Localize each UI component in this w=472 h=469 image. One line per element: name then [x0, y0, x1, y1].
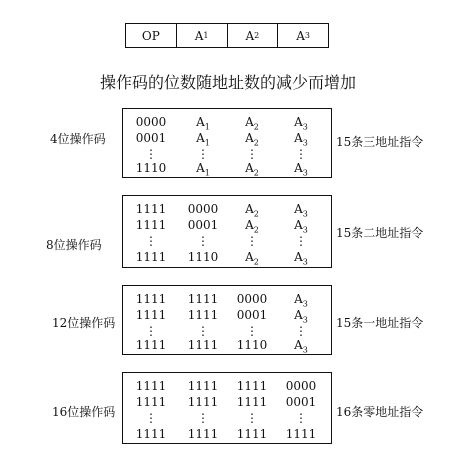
opcode-cell — [183, 250, 223, 264]
opcode-cell — [131, 147, 171, 161]
opcode-cell — [131, 308, 171, 322]
opcode-cell-text: A — [245, 115, 254, 129]
opcode-cell-sub: 3 — [302, 225, 308, 235]
opcode-cell — [131, 202, 171, 216]
opcode-cell-text: A — [245, 202, 254, 216]
opcode-cell — [232, 411, 272, 425]
opcode-cell — [232, 427, 272, 441]
group-1-box — [122, 108, 332, 178]
opcode-cell-text: 1111 — [285, 427, 317, 441]
opcode-cell — [131, 324, 171, 338]
opcode-cell-text: 1111 — [135, 338, 167, 352]
group-4-box — [122, 372, 332, 444]
opcode-cell — [232, 147, 272, 161]
opcode-cell-text: A — [196, 131, 205, 145]
opcode-cell — [131, 395, 171, 409]
group-3-right-label: 15条一地址指令 — [336, 316, 424, 330]
format-field-a3-sub: 3 — [304, 31, 310, 40]
diagram-caption: 操作码的位数随地址数的减少而增加 — [100, 73, 357, 92]
opcode-cell — [232, 292, 272, 306]
group-2-right-label: 15条二地址指令 — [336, 226, 424, 240]
opcode-cell-text: 1111 — [135, 379, 167, 393]
opcode-cell — [131, 161, 171, 175]
opcode-cell — [281, 147, 321, 161]
format-field-a2 — [228, 24, 279, 47]
opcode-cell-text: ⋮ — [295, 411, 307, 425]
opcode-cell-text: A — [294, 131, 303, 145]
opcode-row — [123, 411, 331, 425]
opcode-cell — [183, 308, 223, 322]
opcode-cell — [281, 427, 321, 441]
opcode-row — [123, 427, 331, 441]
opcode-cell — [232, 324, 272, 338]
opcode-row — [123, 218, 331, 235]
opcode-cell-sub: 3 — [302, 122, 308, 132]
opcode-cell-text: 0000 — [187, 202, 219, 216]
opcode-cell-text: A — [294, 292, 303, 306]
opcode-cell — [281, 161, 321, 180]
group-3-left-label: 12位操作码 — [52, 316, 116, 330]
opcode-row — [123, 379, 331, 393]
opcode-row — [123, 395, 331, 409]
opcode-cell — [183, 218, 223, 232]
format-field-a3-text: A — [296, 28, 305, 43]
opcode-cell-text: A — [196, 161, 205, 175]
opcode-cell — [232, 161, 272, 180]
opcode-row — [123, 202, 331, 219]
opcode-cell-text: 1110 — [187, 250, 219, 264]
opcode-cell — [131, 292, 171, 306]
group-2-box — [122, 195, 332, 268]
opcode-cell-text: ⋮ — [145, 324, 157, 338]
opcode-cell-text: ⋮ — [295, 234, 307, 248]
opcode-cell-text: 1111 — [135, 292, 167, 306]
opcode-cell-text: ⋮ — [246, 324, 258, 338]
opcode-cell-sub: 2 — [253, 138, 259, 148]
opcode-cell-text: ⋮ — [246, 411, 258, 425]
opcode-cell — [183, 379, 223, 393]
opcode-cell-text: A — [196, 115, 205, 129]
opcode-cell — [183, 234, 223, 248]
opcode-cell-text: ⋮ — [246, 147, 258, 161]
opcode-cell-text: ⋮ — [246, 234, 258, 248]
opcode-cell-text: 0001 — [236, 308, 268, 322]
opcode-cell-sub: 2 — [253, 225, 259, 235]
opcode-cell-text: 1111 — [236, 379, 268, 393]
opcode-cell-text: 0000 — [285, 379, 317, 393]
opcode-cell-sub: 2 — [253, 209, 259, 219]
opcode-cell-sub: 2 — [253, 257, 259, 267]
opcode-cell — [232, 234, 272, 248]
opcode-cell-text: 1111 — [187, 379, 219, 393]
opcode-cell — [232, 308, 272, 322]
opcode-cell — [232, 379, 272, 393]
opcode-row — [123, 324, 331, 338]
opcode-cell-sub: 3 — [302, 138, 308, 148]
opcode-cell — [183, 292, 223, 306]
opcode-cell-text: 1111 — [187, 292, 219, 306]
opcode-cell-text: ⋮ — [295, 324, 307, 338]
opcode-cell — [183, 411, 223, 425]
opcode-cell — [183, 147, 223, 161]
opcode-cell — [281, 324, 321, 338]
opcode-cell-sub: 3 — [302, 257, 308, 267]
opcode-cell-text: 1111 — [135, 427, 167, 441]
opcode-row — [123, 234, 331, 248]
opcode-cell-text: ⋮ — [197, 234, 209, 248]
opcode-cell — [281, 395, 321, 409]
opcode-cell-text: ⋮ — [295, 147, 307, 161]
opcode-cell-text: A — [294, 115, 303, 129]
opcode-cell — [131, 338, 171, 352]
opcode-cell — [183, 338, 223, 352]
opcode-cell-text: 1111 — [236, 427, 268, 441]
opcode-cell-text: 0001 — [285, 395, 317, 409]
opcode-cell — [183, 161, 223, 180]
opcode-cell — [281, 338, 321, 357]
opcode-cell — [183, 395, 223, 409]
opcode-cell — [131, 234, 171, 248]
opcode-cell-sub: 1 — [204, 138, 210, 148]
opcode-cell-text: A — [245, 161, 254, 175]
instruction-format-box — [125, 23, 329, 48]
opcode-cell-text: A — [294, 161, 303, 175]
opcode-cell — [183, 202, 223, 216]
opcode-cell-text: A — [294, 338, 303, 352]
format-field-a1-text: A — [194, 28, 204, 43]
opcode-cell — [131, 411, 171, 425]
group-2-left-label: 8位操作码 — [46, 238, 102, 252]
format-field-a2-sub: 2 — [254, 31, 260, 40]
opcode-cell-text: 1111 — [187, 427, 219, 441]
opcode-cell-text: A — [294, 218, 303, 232]
opcode-cell-sub: 3 — [302, 345, 308, 355]
group-4-left-label: 16位操作码 — [52, 405, 116, 419]
opcode-cell — [131, 115, 171, 129]
opcode-cell-text: ⋮ — [145, 411, 157, 425]
opcode-cell-text: 0000 — [236, 292, 268, 306]
opcode-cell — [131, 218, 171, 232]
opcode-row — [123, 147, 331, 161]
opcode-cell — [183, 324, 223, 338]
opcode-row — [123, 115, 331, 132]
format-field-a2-text: A — [245, 28, 255, 43]
opcode-cell-text: A — [294, 308, 303, 322]
opcode-cell-text: A — [245, 250, 254, 264]
opcode-cell — [281, 250, 321, 269]
opcode-cell-text: ⋮ — [197, 147, 209, 161]
opcode-cell-text: ⋮ — [145, 147, 157, 161]
opcode-cell-text: A — [245, 131, 254, 145]
opcode-cell-text: A — [294, 202, 303, 216]
opcode-cell-sub: 3 — [302, 315, 308, 325]
opcode-cell — [232, 338, 272, 352]
opcode-cell-text: 1111 — [135, 395, 167, 409]
group-3-box — [122, 285, 332, 355]
format-field-a1-sub: 1 — [203, 31, 209, 40]
opcode-row — [123, 250, 331, 267]
opcode-cell-text: 0001 — [187, 218, 219, 232]
group-4-right-label: 16条零地址指令 — [336, 405, 424, 419]
opcode-cell-text: 1111 — [187, 338, 219, 352]
format-field-op — [126, 24, 177, 47]
format-field-a3 — [278, 24, 328, 47]
format-field-op-text: OP — [141, 28, 160, 43]
opcode-cell-text: ⋮ — [197, 411, 209, 425]
opcode-cell-text: 1111 — [187, 308, 219, 322]
opcode-cell-sub: 1 — [204, 122, 210, 132]
opcode-cell — [281, 234, 321, 248]
opcode-cell — [232, 250, 272, 269]
opcode-cell-text: 1111 — [236, 395, 268, 409]
opcode-cell — [131, 131, 171, 145]
opcode-row — [123, 161, 331, 178]
opcode-cell — [232, 395, 272, 409]
opcode-cell-sub: 2 — [253, 122, 259, 132]
opcode-cell-sub: 1 — [204, 168, 210, 178]
opcode-cell-sub: 3 — [302, 168, 308, 178]
opcode-cell — [281, 379, 321, 393]
opcode-cell — [131, 379, 171, 393]
opcode-cell-sub: 2 — [253, 168, 259, 178]
opcode-cell — [131, 250, 171, 264]
opcode-row — [123, 308, 331, 325]
group-1-left-label: 4位操作码 — [50, 132, 106, 146]
opcode-row — [123, 292, 331, 309]
opcode-row — [123, 131, 331, 148]
opcode-cell-text: 1111 — [135, 308, 167, 322]
opcode-cell-text: 1111 — [135, 250, 167, 264]
opcode-cell-text: 1110 — [135, 161, 167, 175]
opcode-cell-text: ⋮ — [197, 324, 209, 338]
opcode-cell-text: 1111 — [135, 202, 167, 216]
opcode-cell-text: 1110 — [236, 338, 268, 352]
opcode-cell — [183, 427, 223, 441]
opcode-cell-text: 0000 — [135, 115, 167, 129]
opcode-cell-text: A — [294, 250, 303, 264]
opcode-cell-sub: 3 — [302, 299, 308, 309]
opcode-cell-text: ⋮ — [145, 234, 157, 248]
opcode-cell-text: 0001 — [135, 131, 167, 145]
format-field-a1 — [177, 24, 228, 47]
opcode-row — [123, 338, 331, 355]
opcode-cell-text: 1111 — [187, 395, 219, 409]
opcode-cell-text: 1111 — [135, 218, 167, 232]
opcode-cell-text: A — [245, 218, 254, 232]
opcode-cell — [131, 427, 171, 441]
opcode-cell-sub: 3 — [302, 209, 308, 219]
opcode-cell — [281, 411, 321, 425]
group-1-right-label: 15条三地址指令 — [336, 135, 424, 149]
